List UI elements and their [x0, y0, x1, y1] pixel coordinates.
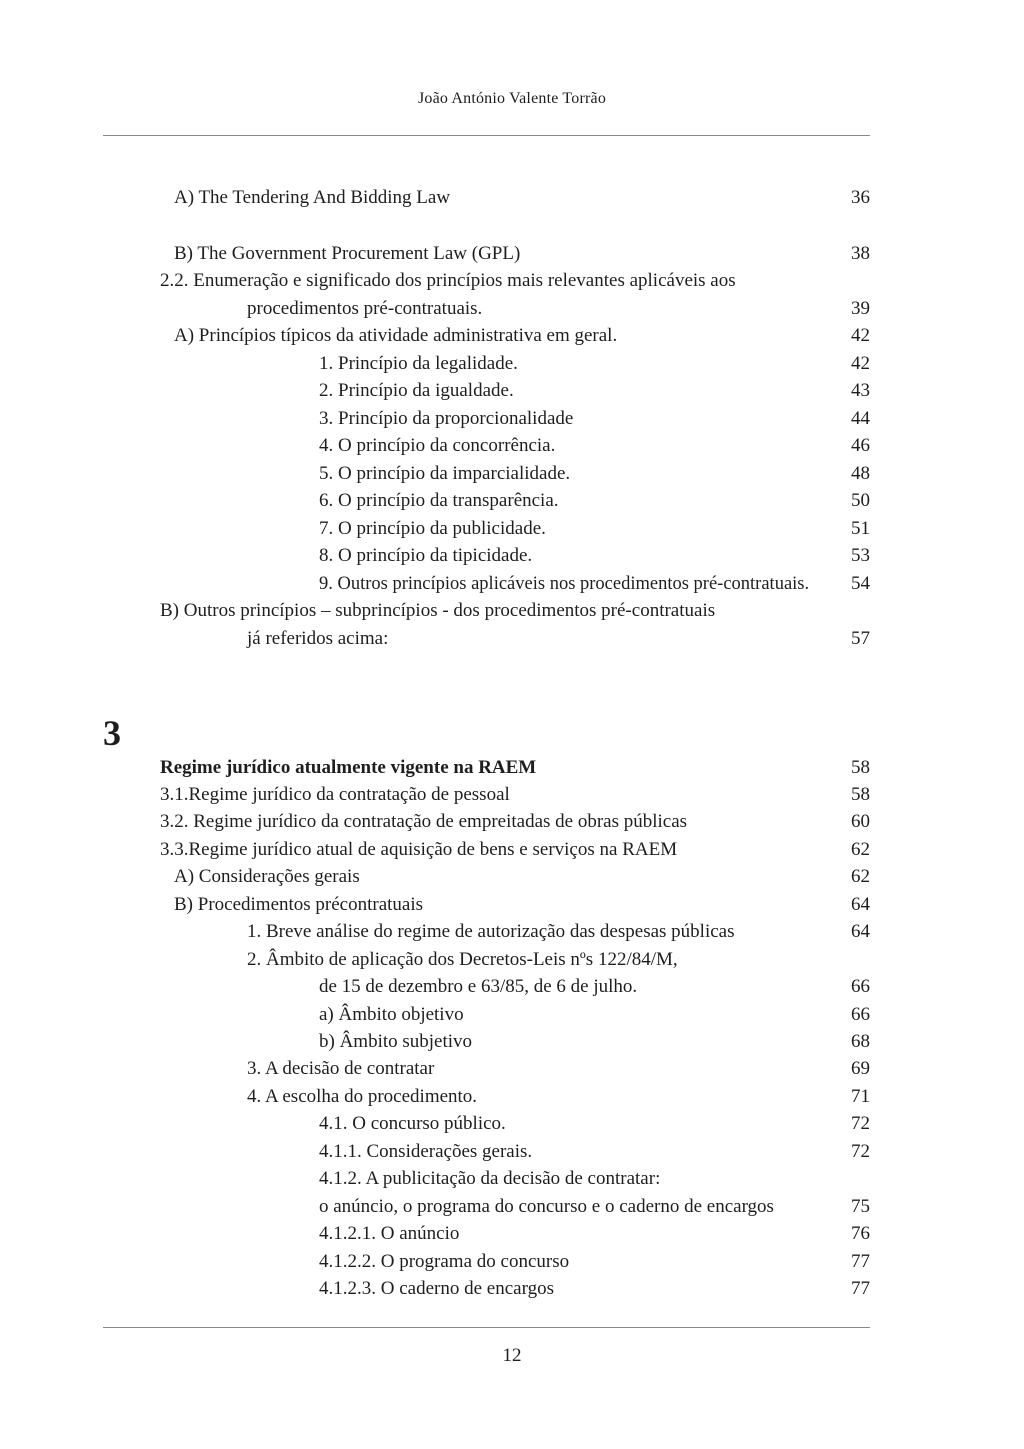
- running-header-author: João António Valente Torrão: [417, 90, 607, 107]
- toc-entry-text: o anúncio, o programa do concurso e o caderno de encargos: [319, 1196, 774, 1217]
- toc-entry-text: 2. Âmbito de aplicação dos Decretos-Leis nºs 122/84/M,: [247, 949, 678, 970]
- footer-divider: [103, 1327, 870, 1328]
- toc-entry-page: 42: [851, 353, 870, 374]
- toc-entry-text: 4. O princípio da concorrência.: [319, 435, 556, 456]
- toc-entry-page: 77: [851, 1251, 870, 1272]
- toc-entry-text: 4.1.2.2. O programa do concurso: [319, 1251, 570, 1272]
- toc-entry-text: 3.3.Regime jurídico atual de aquisição de bens e serviços na RAEM: [160, 839, 678, 860]
- toc-entry-text: 4.1.2.3. O caderno de encargos: [319, 1278, 554, 1299]
- toc-entry-page: 50: [851, 490, 870, 511]
- toc-entry-text: de 15 de dezembro e 63/85, de 6 de julho.: [319, 976, 638, 997]
- toc-entry-text: 4.1. O concurso público.: [319, 1113, 506, 1134]
- toc-entry-text: 5. O princípio da imparcialidade.: [319, 463, 571, 484]
- toc-entry-page: 39: [851, 298, 870, 319]
- toc-entry-page: 64: [851, 921, 870, 942]
- toc-entry-page: 72: [851, 1113, 870, 1134]
- header-divider: [103, 135, 870, 136]
- toc-entry-page: 77: [851, 1278, 870, 1299]
- toc-entry-page: 69: [851, 1058, 870, 1079]
- toc-entry-text: 4.1.2.1. O anúncio: [319, 1223, 460, 1244]
- toc-entry-page: 54: [851, 573, 870, 594]
- toc-entry-page: 71: [851, 1086, 870, 1107]
- toc-entry-page: 58: [851, 784, 870, 805]
- toc-entry-page: 66: [851, 976, 870, 997]
- toc-entry-text: 9. Outros princípios aplicáveis nos procedimentos pré-contratuais.: [319, 574, 810, 594]
- toc-entry-text: B) Outros princípios – subprincípios - dos procedimentos pré-contratuais: [160, 600, 716, 621]
- page-number: 12: [502, 1345, 522, 1366]
- toc-entry-page: 58: [851, 757, 870, 778]
- toc-entry-text: 2.2. Enumeração e significado dos princípios mais relevantes aplicáveis aos: [160, 270, 736, 291]
- chapter-title: Regime jurídico atualmente vigente na RAEM: [160, 757, 537, 778]
- toc-entry-page: 68: [851, 1031, 870, 1052]
- toc-entry-page: 46: [851, 435, 870, 456]
- toc-entry-text: 1. Breve análise do regime de autorização das despesas públicas: [247, 921, 735, 942]
- toc-entry-page: 72: [851, 1141, 870, 1162]
- toc-entry-text: 8. O princípio da tipicidade.: [319, 545, 533, 566]
- chapter-number: 3: [103, 713, 121, 753]
- toc-entry-page: 44: [851, 408, 870, 429]
- toc-entry-page: 76: [851, 1223, 870, 1244]
- toc-entry-page: 36: [851, 187, 870, 208]
- toc-entry-page: 62: [851, 839, 870, 860]
- toc-entry-page: 43: [851, 380, 870, 401]
- toc-entry-text: A) The Tendering And Bidding Law: [174, 187, 451, 208]
- toc-entry-page: 75: [851, 1196, 870, 1217]
- toc-entry-text: A) Princípios típicos da atividade administrativa em geral.: [174, 325, 618, 346]
- toc-entry-text: 3.2. Regime jurídico da contratação de empreitadas de obras públicas: [160, 811, 688, 832]
- toc-entry-page: 66: [851, 1004, 870, 1025]
- toc-entry-page: 64: [851, 894, 870, 915]
- toc-entry-text: procedimentos pré-contratuais.: [247, 298, 483, 319]
- toc-entry-text: 2. Princípio da igualdade.: [319, 380, 514, 401]
- toc-entry-text: 4.1.2. A publicitação da decisão de contratar:: [319, 1168, 661, 1189]
- toc-entry-text: 1. Princípio da legalidade.: [319, 353, 518, 374]
- toc-entry-text: a) Âmbito objetivo: [319, 1004, 464, 1025]
- toc-entry-text: 4. A escolha do procedimento.: [247, 1086, 478, 1107]
- toc-entry-text: b) Âmbito subjetivo: [319, 1031, 473, 1052]
- toc-entry-text: 3. A decisão de contratar: [247, 1058, 435, 1079]
- toc-entry-page: 42: [851, 325, 870, 346]
- toc-entry-page: 62: [851, 866, 870, 887]
- toc-entry-text: B) The Government Procurement Law (GPL): [174, 243, 521, 264]
- toc-entry-page: 60: [851, 811, 870, 832]
- toc-entry-page: 57: [851, 628, 870, 649]
- toc-entry-text: 3.1.Regime jurídico da contratação de pessoal: [160, 784, 510, 805]
- toc-entry-page: 48: [851, 463, 870, 484]
- toc-entry-text: 6. O princípio da transparência.: [319, 490, 559, 511]
- toc-entry-page: 53: [851, 545, 870, 566]
- toc-entry-text: A) Considerações gerais: [174, 866, 360, 887]
- toc-entry-page: 51: [851, 518, 870, 539]
- toc-entry-text: 7. O princípio da publicidade.: [319, 518, 546, 539]
- toc-entry-page: 38: [851, 243, 870, 264]
- toc-entry-text: 4.1.1. Considerações gerais.: [319, 1141, 533, 1162]
- toc-entry-text: 3. Princípio da proporcionalidade: [319, 408, 574, 429]
- toc-entry-text: B) Procedimentos précontratuais: [174, 894, 424, 915]
- toc-entry-text: já referidos acima:: [247, 628, 389, 649]
